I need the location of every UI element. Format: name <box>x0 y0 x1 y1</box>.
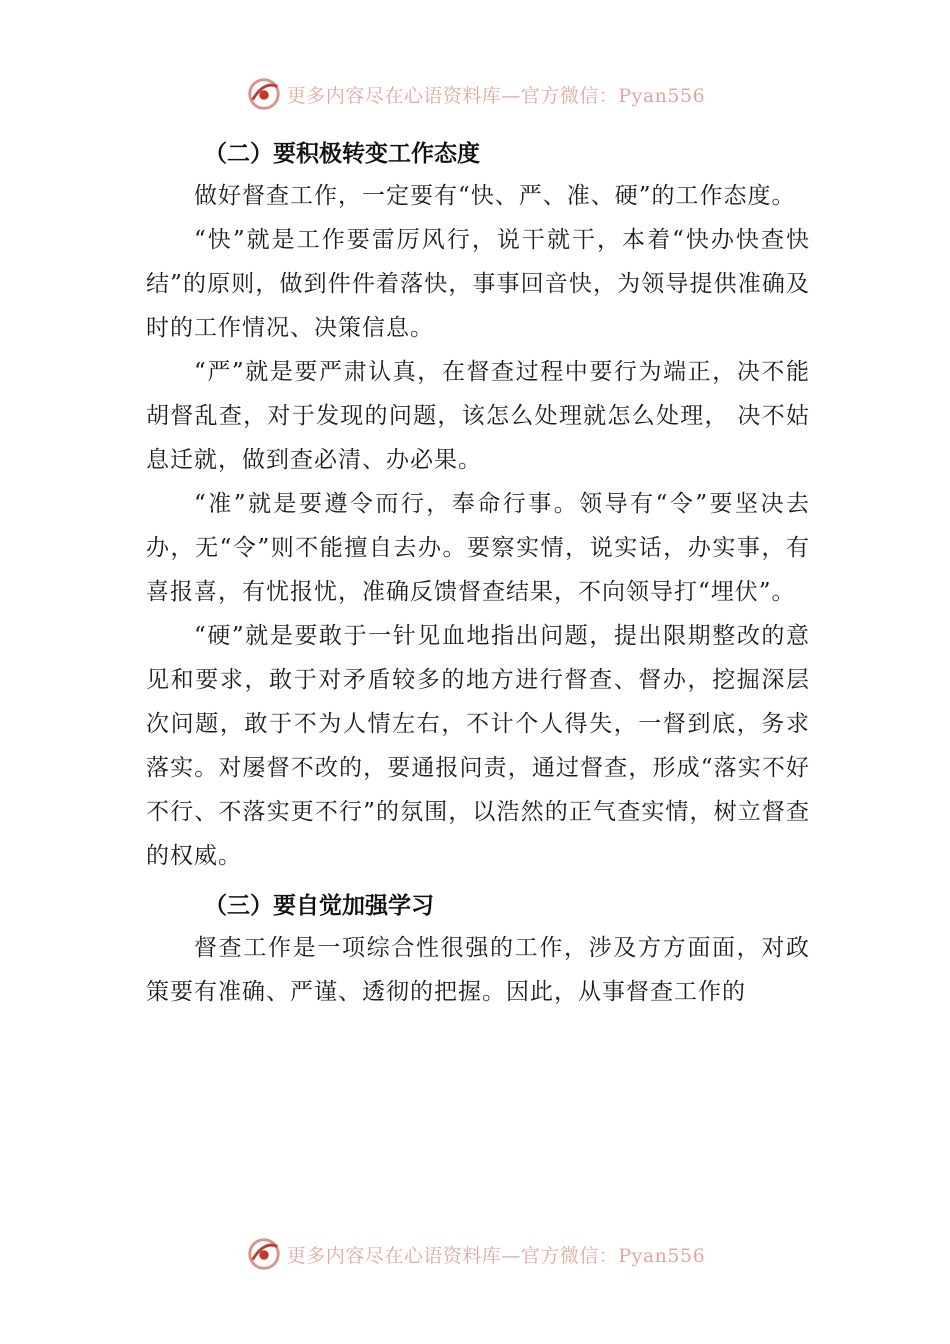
paragraph: “快”就是工作要雷厉风行，说干就干，本着“快办快查快结”的原则，做到件件着落快，事事回音快，为领导提供准确及时的工作情况、决策信息。 <box>146 227 810 341</box>
document-body <box>146 132 810 1014</box>
paragraph: “准”就是要遵令而行，奉命行事。领导有“令”要坚决去办，无“令”则不能擅自去办。要察实情，说实话，办实事，有喜报喜，有忧报忧，准确反馈督查结果，不向领导打“埋伏”。 <box>146 491 810 605</box>
logo-icon <box>245 1235 283 1273</box>
header-watermark-text: 更多内容尽在心语资料库—官方微信：Pyan556 <box>286 84 706 107</box>
section-heading: （二）要积极转变工作态度 <box>204 141 480 167</box>
paragraph: 督查工作是一项综合性很强的工作，涉及方方面面，对政策要有准确、严谨、透彻的把握。因此，从事督查工作的 <box>146 935 810 1005</box>
paragraph: “硬”就是要敢于一针见血地指出问题，提出限期整改的意见和要求，敢于对矛盾较多的地方进行督查、督办，挖掘深层次问题，敢于不为人情左右，不计个人得失，一督到底，务求落实。对屡督不改的，要通报问责，通过督查，形成“落实不好不行、不落实更不行”的氛围，以浩然的正气查实情，树立督查的权威。 <box>146 623 810 869</box>
paragraph: 做好督查工作，一定要有“快、严、准、硬”的工作态度。 <box>194 183 796 209</box>
section-heading: （三）要自觉加强学习 <box>204 893 434 919</box>
footer-watermark-text: 更多内容尽在心语资料库—官方微信：Pyan556 <box>286 1244 706 1267</box>
logo-icon <box>245 75 283 113</box>
header-watermark <box>0 72 950 116</box>
footer-watermark <box>0 1232 950 1276</box>
paragraph: “严”就是要严肃认真，在督查过程中要行为端正，决不能胡督乱查，对于发现的问题，该怎么处理就怎么处理， 决不姑息迁就，做到查必清、办必果。 <box>146 359 810 473</box>
